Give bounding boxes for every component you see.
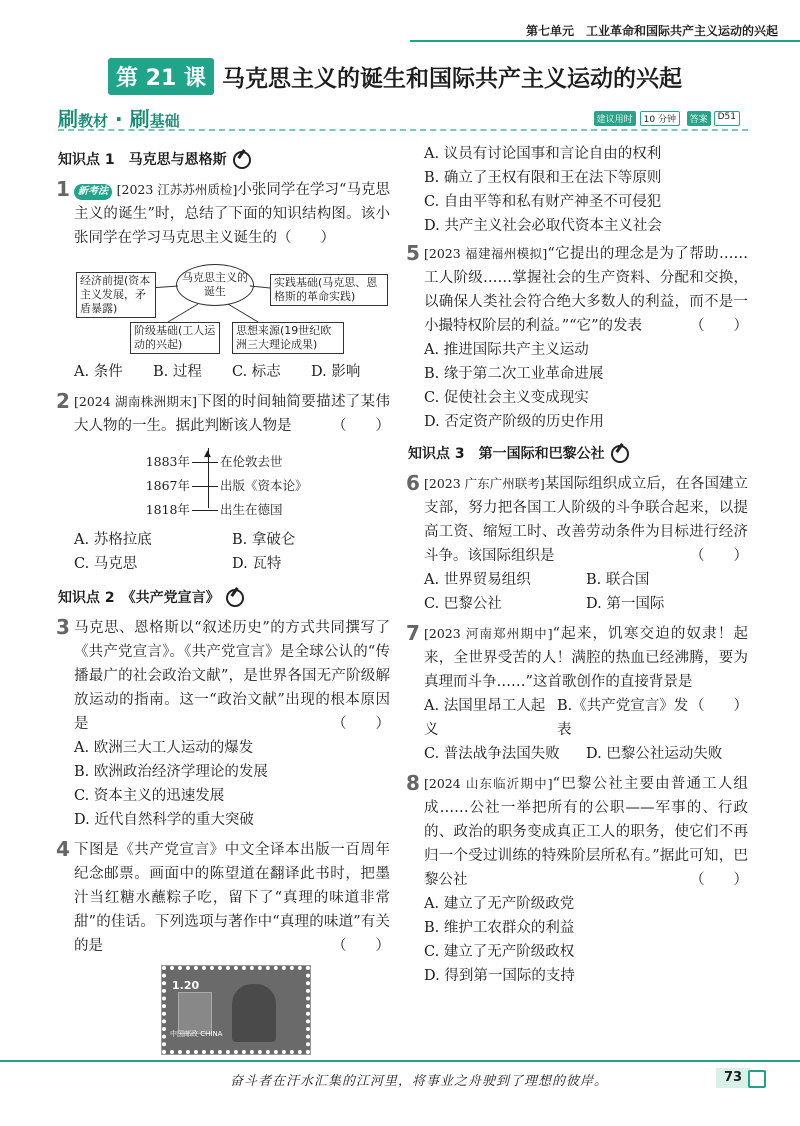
pen-icon <box>611 445 629 463</box>
q6-options-row2 <box>408 592 748 616</box>
question-7 <box>406 621 748 714</box>
option-a[interactable]: A. 世界贸易组织 <box>424 572 531 588</box>
question-number: 1 <box>56 177 70 201</box>
q4-option-a[interactable]: A. 议员有讨论国事和言论自由的权利 <box>424 146 662 162</box>
option-a[interactable]: A. 欧洲三大工人运动的爆发 <box>74 740 254 756</box>
answer-paren[interactable]: （ ） <box>332 716 390 732</box>
unit-header <box>410 0 800 40</box>
timeline-row <box>144 498 283 522</box>
option-b[interactable]: B. 欧洲政治经济学理论的发展 <box>74 764 268 780</box>
q6-options-row1 <box>408 568 748 592</box>
q4-option-d[interactable]: D. 共产主义社会必取代资本主义社会 <box>424 218 662 234</box>
option-c[interactable]: C. 资本主义的迅速发展 <box>74 788 225 804</box>
time-label: 建议用时 <box>594 111 636 126</box>
pen-icon <box>226 589 244 607</box>
question-1 <box>58 178 390 250</box>
question-2 <box>58 390 390 438</box>
diagram-bottom-left-box: 阶级基础(工人运动的兴起) <box>130 322 220 354</box>
page-footer <box>0 1060 800 1094</box>
option-b[interactable]: B. 过程 <box>153 364 202 380</box>
book-icon <box>748 1070 766 1088</box>
lesson-badge: 第 21 课 <box>108 58 214 95</box>
diagram-right-box: 实践基础(马克思、恩格斯的革命实践) <box>270 274 388 306</box>
pen-icon <box>233 151 251 169</box>
knowledge-point-1 <box>58 148 390 172</box>
option-a[interactable]: A. 条件 <box>74 364 123 380</box>
left-column <box>58 142 390 1054</box>
option-b[interactable]: B. 维护工农群众的利益 <box>424 920 575 936</box>
question-source: [2023 广东广州联考] <box>424 476 545 491</box>
question-text: 下图是《共产党宣言》中文全译本出版一百周年纪念邮票。画面中的陈望道在翻译此书时，把墨汁当红糖水蘸粽子吃，留下了“真理的味道非常甜”的佳话。下列选项与著作中“真理的味道”有关的是 <box>74 842 390 954</box>
answer-ref <box>687 111 740 126</box>
new-method-tag: 新考法 <box>74 184 112 200</box>
lesson-title <box>108 58 682 94</box>
q4-option-b[interactable]: B. 确立了王权有限和王在法下等原则 <box>424 170 662 186</box>
option-c[interactable]: C. 建立了无产阶级政权 <box>424 944 575 960</box>
timeline-arrow-icon: ▲ <box>204 449 211 459</box>
commemorative-stamp <box>162 966 310 1054</box>
option-d[interactable]: D. 否定资产阶级的历史作用 <box>424 414 604 430</box>
section-banner <box>58 103 748 131</box>
answer-paren[interactable]: （ ） <box>690 548 748 564</box>
q7-options-row2 <box>408 742 748 766</box>
question-4 <box>58 838 390 958</box>
question-number: 2 <box>56 389 70 413</box>
question-text: “巴黎公社主要由普通工人组成……公社一举把所有的公职——军事的、行政的、政治的职务变成真正工人的职务，使它们不再归一个受过训练的特殊阶层所私有。”据此可知，巴黎公社 <box>424 776 748 888</box>
answer-paren[interactable]: （ ） <box>690 872 748 888</box>
question-number: 7 <box>406 621 420 645</box>
q4-option-c[interactable]: C. 自由平等和私有财产神圣不可侵犯 <box>424 194 662 210</box>
knowledge-point-3 <box>408 442 748 466</box>
timeline-event: 出生在德国 <box>220 502 283 517</box>
option-b[interactable]: B. 缘于第二次工业革命进展 <box>424 366 604 382</box>
answer-page: D51 <box>714 111 740 126</box>
question-source: [2024 山东临沂期中] <box>424 776 553 791</box>
timeline-year: 1867年 <box>145 478 190 493</box>
option-c[interactable]: C. 马克思 <box>74 556 138 572</box>
diagram-center: 马克思主义的诞生 <box>176 264 254 306</box>
option-d[interactable]: D. 第一国际 <box>586 596 665 612</box>
brand-sub-2: 基础 <box>149 112 180 130</box>
option-c[interactable]: C. 标志 <box>232 364 281 380</box>
kp1-title: 知识点 1 马克思与恩格斯 <box>58 152 227 168</box>
question-number: 4 <box>56 837 70 861</box>
option-a[interactable]: A. 推进国际共产主义运动 <box>424 342 589 358</box>
question-6 <box>408 472 748 568</box>
option-d[interactable]: D. 得到第一国际的支持 <box>424 968 575 984</box>
page-number: 73 <box>716 1068 750 1088</box>
question-text: 小张同学在学习“马克思主义的诞生”时，总结了下面的知识结构图。该小张同学在学习马克思主义诞生的（ ） <box>74 182 390 246</box>
kp2-title: 知识点 2 《共产党宣言》 <box>58 590 220 606</box>
brand-char-2: 刷 <box>129 107 150 131</box>
knowledge-point-2 <box>58 586 390 610</box>
footer-motto: 奋斗者在汗水汇集的江河里，将事业之舟驶到了理想的彼岸。 <box>230 1074 609 1089</box>
question-number: 6 <box>406 471 420 495</box>
brand-char-1: 刷 <box>58 107 78 131</box>
time-value: 10 分钟 <box>640 111 680 126</box>
question-number: 8 <box>406 771 420 795</box>
kp3-title: 知识点 3 第一国际和巴黎公社 <box>408 446 605 462</box>
timeline-row <box>144 450 283 474</box>
question-source: [2024 湖南株洲期末] <box>74 394 197 409</box>
timeline-row <box>144 474 308 498</box>
header-divider <box>410 40 800 42</box>
question-source: [2023 河南郑州期中] <box>424 626 553 641</box>
question-source: [2023 福建福州模拟] <box>424 246 548 261</box>
option-c[interactable]: C. 巴黎公社 <box>424 596 502 612</box>
section-brand <box>58 103 180 132</box>
timeline-event: 在伦敦去世 <box>220 454 283 469</box>
option-d[interactable]: D. 瓦特 <box>232 556 282 572</box>
timeline-event: 出版《资本论》 <box>220 478 308 493</box>
timeline-year: 1883年 <box>145 454 190 469</box>
question-8 <box>408 772 748 892</box>
option-a[interactable]: A. 法国里昂工人起义 <box>424 698 546 738</box>
right-column <box>408 142 748 988</box>
timeline-year: 1818年 <box>145 502 190 517</box>
q1-options <box>58 360 390 384</box>
question-text: 下图的时间轴简要描述了某伟大人物的一生。据此判断该人物是 <box>74 394 391 434</box>
question-text: “它提出的理念是为了帮助……工人阶级……掌握社会的生产资料、分配和交换，以确保人类社会符合绝大多数人的利益，而不是一小撮特权阶层的利益。”“它”的发表 <box>424 246 748 334</box>
timeline <box>58 444 390 522</box>
option-d[interactable]: D. 影响 <box>311 364 361 380</box>
option-a[interactable]: A. 建立了无产阶级政党 <box>424 896 575 912</box>
brand-dot: · <box>114 107 123 131</box>
suggested-time <box>594 111 680 126</box>
lesson-name: 马克思主义的诞生和国际共产主义运动的兴起 <box>221 65 682 92</box>
answer-paren[interactable]: （ ） <box>690 318 748 334</box>
answer-paren[interactable]: （ ） <box>332 938 390 954</box>
answer-paren[interactable]: （ ） <box>690 698 748 714</box>
option-c[interactable]: C. 普法战争法国失败 <box>424 746 560 762</box>
option-c[interactable]: C. 促使社会主义变成现实 <box>424 390 589 406</box>
diagram-left-box: 经济前提(资本主义发展，矛盾暴露) <box>76 272 156 318</box>
question-text: 某国际组织成立后，在各国建立支部，努力把各国工人阶级的斗争联合起来，以提高工资、缩短工时、改善劳动条件为目标进行经济斗争。该国际组织是 <box>424 476 749 564</box>
answer-paren[interactable]: （ ） <box>332 418 390 434</box>
option-b[interactable]: B.《共产党宣言》发表 <box>557 698 689 738</box>
diagram-bottom-right-box: 思想来源(19世纪欧洲三大理论成果) <box>232 322 344 354</box>
unit-title: 第七单元 工业革命和国际共产主义运动的兴起 <box>525 24 778 38</box>
option-d[interactable]: D. 巴黎公社运动失败 <box>586 746 723 762</box>
stamp-label: 中国邮政 CHINA <box>170 1030 223 1038</box>
answer-label: 答案 <box>687 111 711 126</box>
brand-sub-1: 教材 <box>78 112 109 130</box>
question-number: 5 <box>406 241 420 265</box>
question-source: [2023 江苏苏州质检] <box>116 182 238 197</box>
q7-options-row1 <box>408 694 690 742</box>
stamp-figure-image <box>232 984 276 1042</box>
q2-options-row2 <box>58 552 390 576</box>
question-number: 3 <box>56 615 70 639</box>
question-text: 马克思、恩格斯以“叙述历史”的方式共同撰写了《共产党宣言》。《共产党宣言》是全球公认的“传播最广的社会政治文献”，是世界各国无产阶级解放运动的指南。这一“政治文献”出现的根本原因是 <box>74 620 390 732</box>
question-3 <box>58 616 390 736</box>
q2-options-row1 <box>58 528 390 552</box>
option-b[interactable]: B. 拿破仑 <box>232 532 296 548</box>
question-text: “起来，饥寒交迫的奴隶！起来，全世界受苦的人！满腔的热血已经沸腾，要为真理而斗争……”这首歌创作的直接背景是 <box>424 626 748 690</box>
question-5 <box>408 242 748 338</box>
stamp-value: 1.20 <box>172 979 200 992</box>
option-a[interactable]: A. 苏格拉底 <box>74 532 152 548</box>
option-b[interactable]: B. 联合国 <box>586 572 650 588</box>
option-d[interactable]: D. 近代自然科学的重大突破 <box>74 812 254 828</box>
knowledge-structure-diagram <box>58 256 390 356</box>
